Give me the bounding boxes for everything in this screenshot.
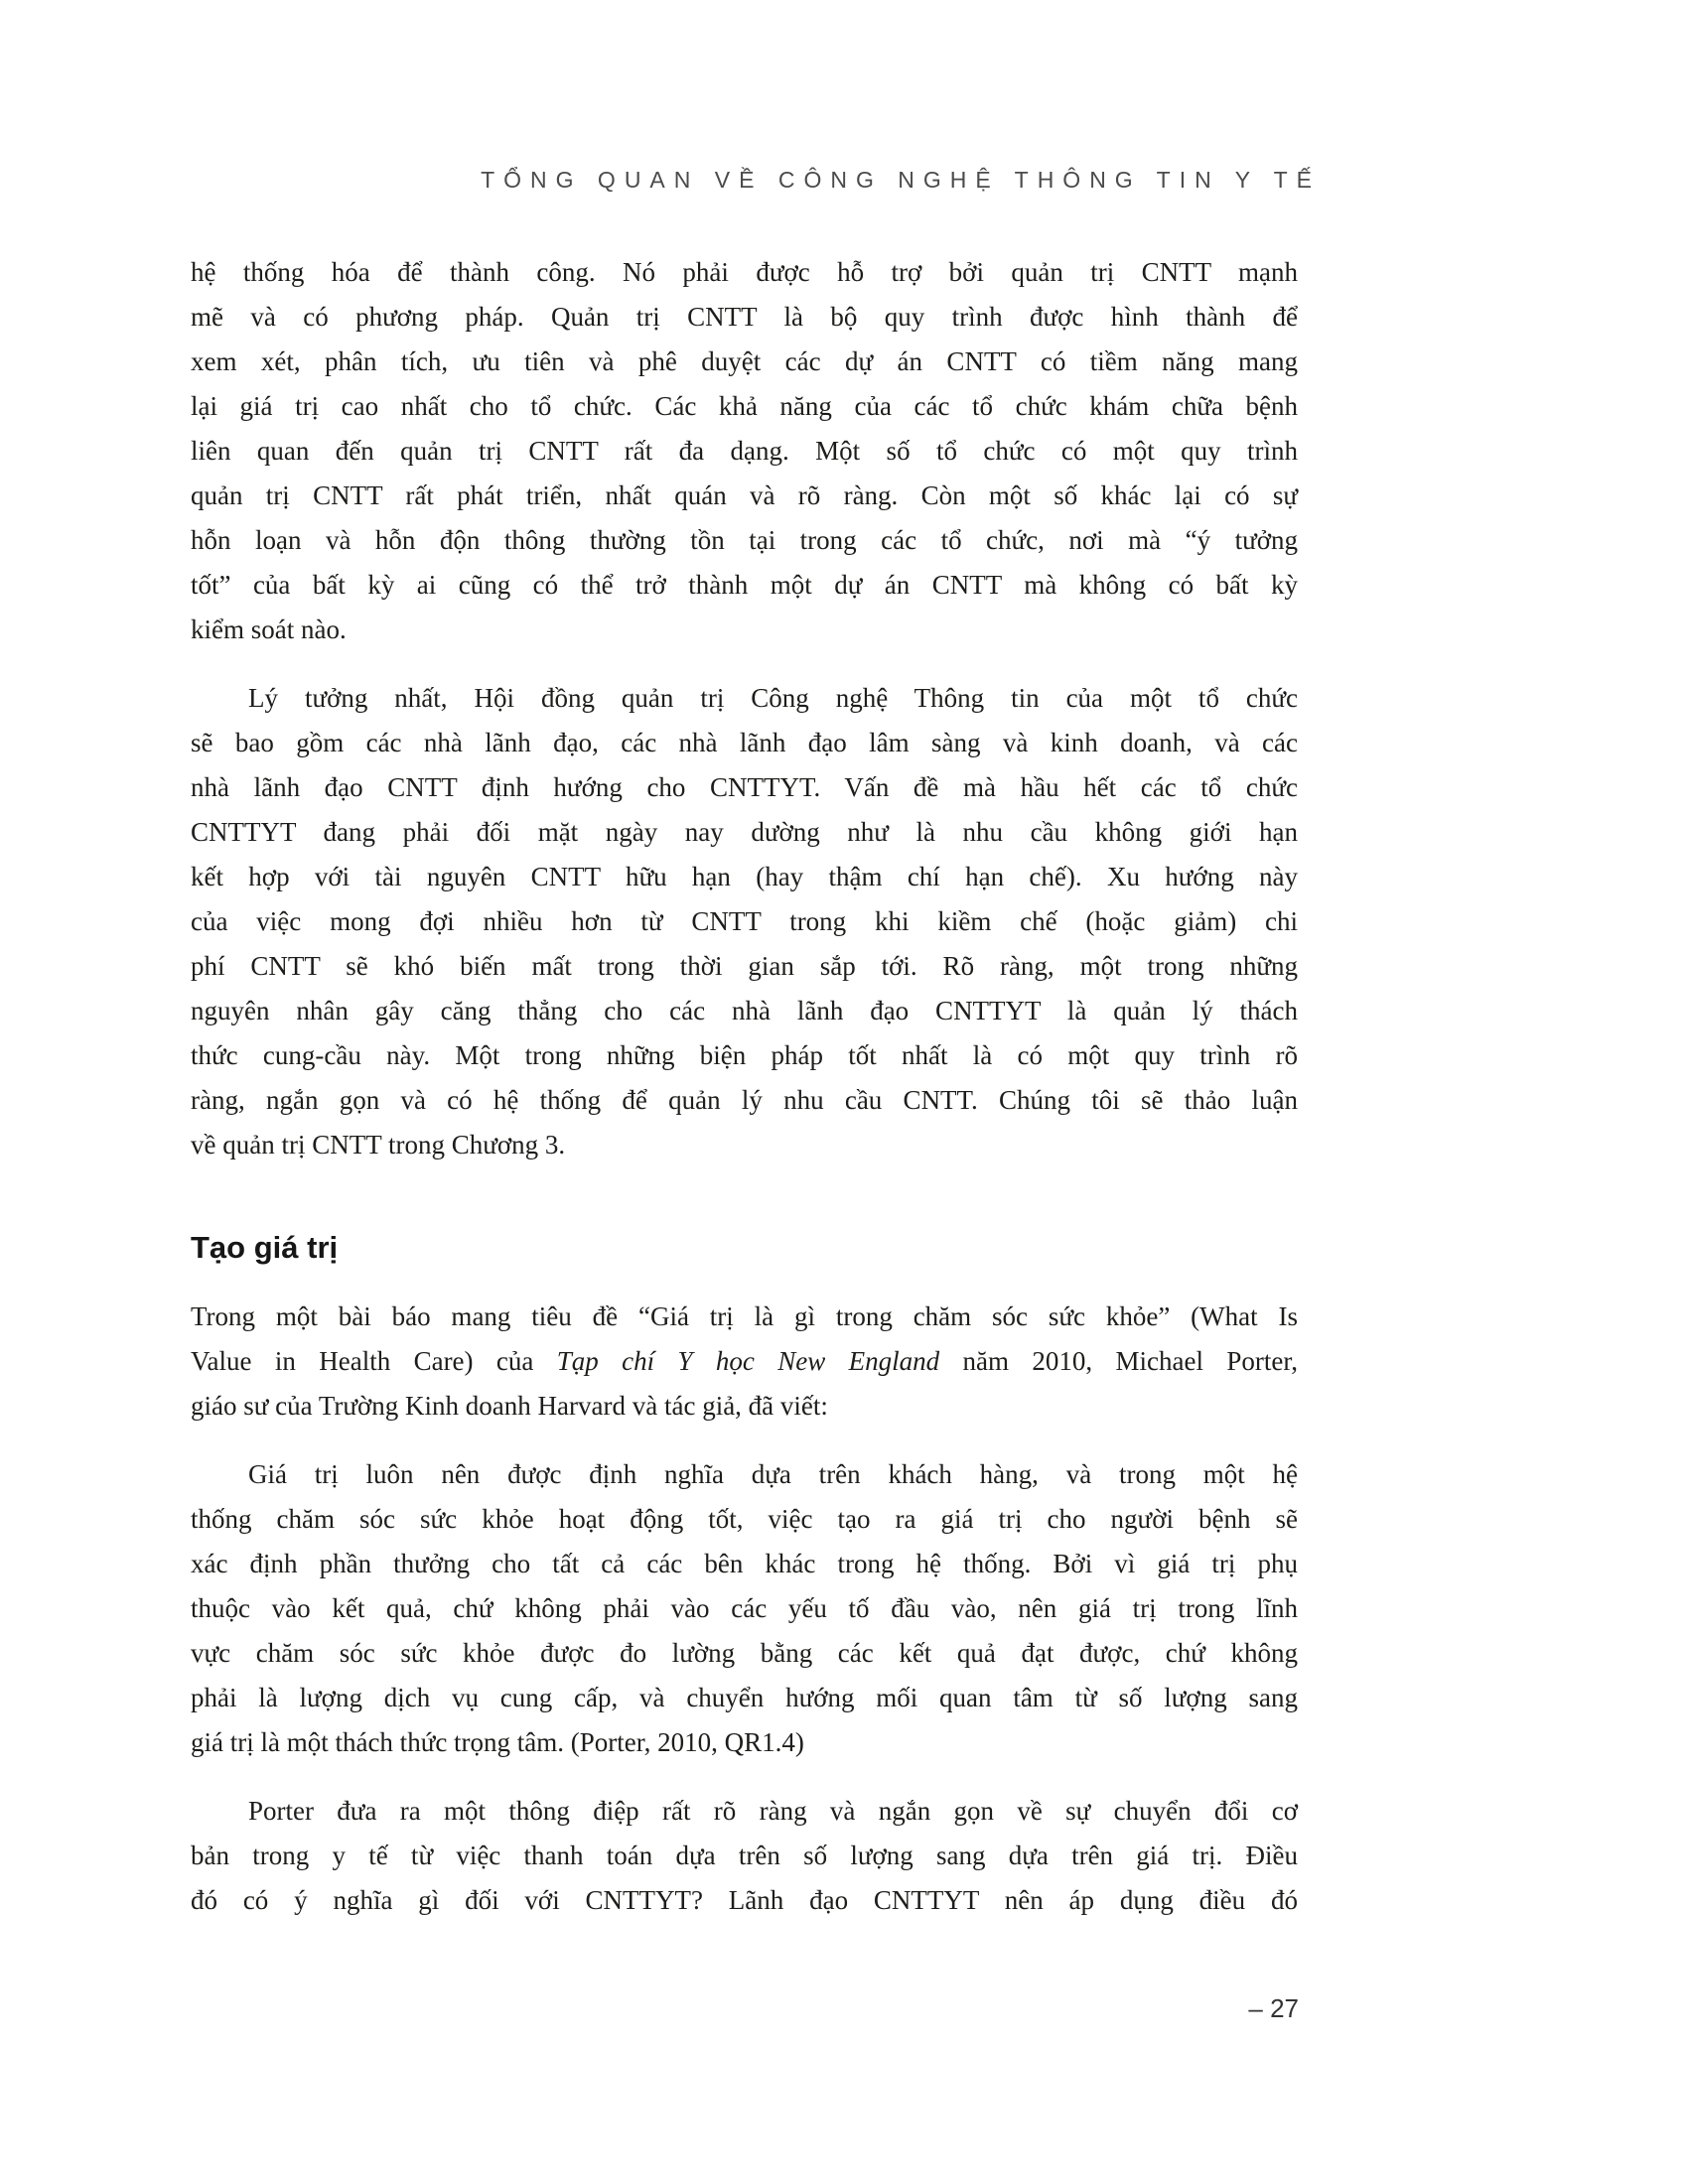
text-line: Giá trị luôn nên được định nghĩa dựa trên khách hàng, và trong một hệ — [248, 1459, 1298, 1489]
text-line: nguyên nhân gây căng thẳng cho các nhà lãnh đạo CNTTYT là quản lý thách — [191, 996, 1298, 1025]
section-heading: Tạo giá trị — [191, 1230, 339, 1265]
text-line: giáo sư của Trường Kinh doanh Harvard và tác giả, đã viết: — [191, 1391, 828, 1421]
text-line: CNTTYT đang phải đối mặt ngày nay dường như là nhu cầu không giới hạn — [191, 817, 1298, 847]
page-number: – 27 — [1248, 1993, 1299, 2023]
text-line: xem xét, phân tích, ưu tiên và phê duyệt các dự án CNTT có tiềm năng mang — [191, 346, 1298, 376]
text-line: giá trị là một thách thức trọng tâm. (Porter, 2010, QR1.4) — [191, 1727, 804, 1757]
text-line: thức cung-cầu này. Một trong những biện pháp tốt nhất là có một quy trình rõ — [191, 1040, 1298, 1070]
text-line: hỗn loạn và hỗn độn thông thường tồn tại trong các tổ chức, nơi mà “ý tưởng — [191, 525, 1298, 555]
text-line: tốt” của bất kỳ ai cũng có thể trở thành một dự án CNTT mà không có bất kỳ — [191, 570, 1298, 600]
text-line — [191, 1339, 1298, 1384]
text-line: hệ thống hóa để thành công. Nó phải được hỗ trợ bởi quản trị CNTT mạnh — [191, 257, 1298, 287]
text-line: Porter đưa ra một thông điệp rất rõ ràng và ngắn gọn về sự chuyển đổi cơ — [248, 1796, 1298, 1826]
text-column — [191, 250, 1298, 1947]
text-line: phải là lượng dịch vụ cung cấp, và chuyển hướng mối quan tâm từ số lượng sang — [191, 1683, 1298, 1712]
paragraph-governance-intro — [191, 250, 1298, 652]
text-line: ràng, ngắn gọn và có hệ thống để quản lý nhu cầu CNTT. Chúng tôi sẽ thảo luận — [191, 1085, 1298, 1115]
text-line: quản trị CNTT rất phát triển, nhất quán và rõ ràng. Còn một số khác lại có sự — [191, 480, 1298, 510]
blockquote-porter — [191, 1452, 1298, 1765]
text-line: thống chăm sóc sức khỏe hoạt động tốt, việc tạo ra giá trị cho người bệnh sẽ — [191, 1504, 1298, 1534]
text-line: mẽ và có phương pháp. Quản trị CNTT là bộ quy trình được hình thành để — [191, 302, 1298, 332]
text-segment: Value in Health Care) của — [191, 1346, 557, 1376]
text-line: thuộc vào kết quả, chứ không phải vào các yếu tố đầu vào, nên giá trị trong lĩnh — [191, 1593, 1298, 1623]
text-line: kết hợp với tài nguyên CNTT hữu hạn (hay thậm chí hạn chế). Xu hướng này — [191, 862, 1298, 891]
text-line: lại giá trị cao nhất cho tổ chức. Các khả năng của các tổ chức khám chữa bệnh — [191, 391, 1298, 421]
text-line: nhà lãnh đạo CNTT định hướng cho CNTTYT. Vấn đề mà hầu hết các tổ chức — [191, 772, 1298, 802]
text-line: bản trong y tế từ việc thanh toán dựa trên số lượng sang dựa trên giá trị. Điều — [191, 1841, 1298, 1870]
text-line: đó có ý nghĩa gì đối với CNTTYT? Lãnh đạo CNTTYT nên áp dụng điều đó — [191, 1885, 1298, 1915]
paragraph-it-board — [191, 676, 1298, 1167]
paragraph-porter-article — [191, 1295, 1298, 1429]
running-head: TỔNG QUAN VỀ CÔNG NGHỆ THÔNG TIN Y TẾ — [481, 167, 1321, 193]
text-line: Lý tưởng nhất, Hội đồng quản trị Công nghệ Thông tin của một tổ chức — [248, 683, 1298, 713]
text-line: của việc mong đợi nhiều hơn từ CNTT trong khi kiềm chế (hoặc giảm) chi — [191, 906, 1298, 936]
text-line: liên quan đến quản trị CNTT rất đa dạng. Một số tổ chức có một quy trình — [191, 436, 1298, 466]
paragraph-porter-message — [191, 1789, 1298, 1923]
journal-title-italic: Tạp chí Y học New England — [556, 1346, 940, 1376]
text-line: phí CNTT sẽ khó biến mất trong thời gian sắp tới. Rõ ràng, một trong những — [191, 951, 1298, 981]
text-line: về quản trị CNTT trong Chương 3. — [191, 1130, 566, 1160]
text-line: Trong một bài báo mang tiêu đề “Giá trị là gì trong chăm sóc sức khỏe” (What Is — [191, 1301, 1298, 1331]
text-line: xác định phần thưởng cho tất cả các bên khác trong hệ thống. Bởi vì giá trị phụ — [191, 1549, 1298, 1578]
text-line: sẽ bao gồm các nhà lãnh đạo, các nhà lãnh đạo lâm sàng và kinh doanh, và các — [191, 728, 1298, 757]
text-line: kiểm soát nào. — [191, 614, 347, 644]
text-line: vực chăm sóc sức khỏe được đo lường bằng các kết quả đạt được, chứ không — [191, 1638, 1298, 1668]
text-segment: năm 2010, Michael Porter, — [939, 1346, 1299, 1376]
